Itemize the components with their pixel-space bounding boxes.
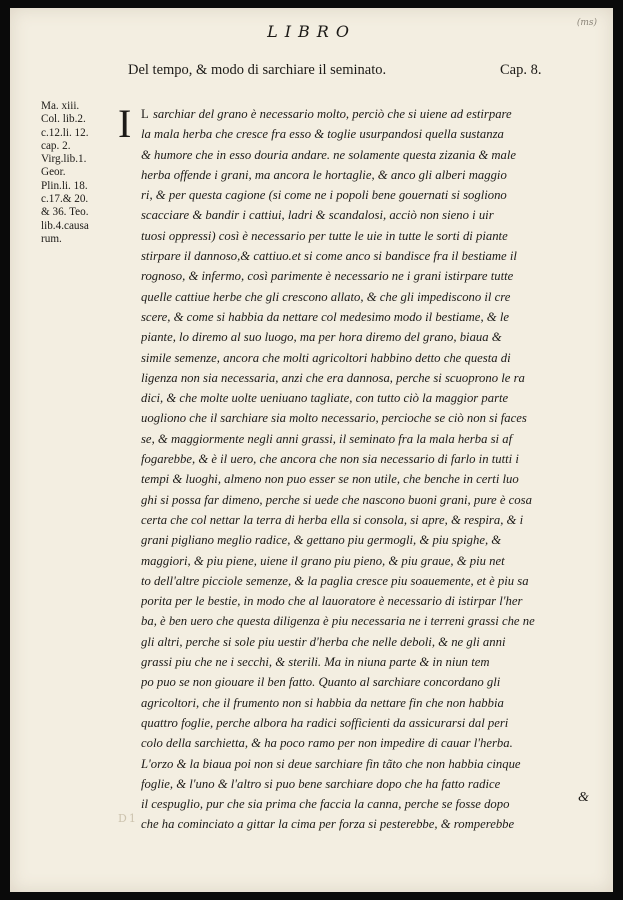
marginal-note: & 36. Teo. <box>41 206 89 219</box>
text-line: tempi & luoghi, almeno non puo esser se non utile, che benche in certi luo <box>141 472 519 487</box>
text-line: porita per le bestie, in modo che al lauoratore è necessario di istirpar l'her <box>141 594 523 609</box>
text-line: uogliono che il sarchiare sia molto necessario, percioche se ciò non si faces <box>141 411 527 426</box>
text-line: colo della sarchietta, & ha poco ramo per non impedire di cauar l'herba. <box>141 736 513 751</box>
text-line: rognoso, & infermo, così parimente è necessario ne i grani istirpare tutte <box>141 269 514 284</box>
marginal-note: Geor. <box>41 166 66 179</box>
text-line: ba, è ben uero che questa diligenza è piu necessaria ne i terreni grassi che ne <box>141 614 535 629</box>
text-line: tuosi oppressi) così è necessario per tutte le uie in tutte le sorti di piante <box>141 228 508 243</box>
text-line: po puo se non giouare il ben fatto. Quanto al sarchiare concordano gli <box>141 675 501 690</box>
marginal-note: Ma. xiii. <box>41 100 80 112</box>
text-line: grassi piu che ne i secchi, & sterili. Ma in niuna parte & in niun tem <box>141 655 490 670</box>
marginal-note: c.12.li. 12. <box>41 126 89 139</box>
text-line: foglie, & l'uno & l'altro si puo bene sarchiare dopo che ha fatto radice <box>141 776 501 791</box>
text-line: scacciare & bandir i cattiui, ladri & scandalosi, acciò non sieno i uir <box>141 208 494 223</box>
body-text <box>141 104 599 835</box>
text-line: ligenza non sia necessaria, anzi che era dannosa, perche si scuoprono le ra <box>141 370 525 385</box>
marginal-note: lib.4.causa <box>41 219 89 232</box>
marginal-note: cap. 2. <box>41 139 71 152</box>
text-line: se, & maggiormente negli anni grassi, il seminato fra la mala herba si af <box>141 431 513 446</box>
chapter-number: Cap. 8. <box>500 62 542 78</box>
text-line: che ha cominciato a gittar la cima per forza si pesterebbe, & romperebbe <box>141 817 515 832</box>
text-line: to dell'altre picciole semenze, & la paglia cresce piu soauemente, et è piu sa <box>141 573 529 588</box>
text-line: fogarebbe, & è il uero, che ancora che non sia necessario di farlo in tutti i <box>141 452 519 467</box>
text-line: ri, & per questa cagione (si come ne i popoli bene gouernati si sogliono <box>141 188 507 203</box>
small-cap-letter: L <box>141 107 150 121</box>
text-line: agricoltori, che il frumento non si habbia da nettare fin che non habbia <box>141 695 504 710</box>
text-line: scere, & come si habbia da nettare col medesimo modo il bestiame, & le <box>141 309 509 324</box>
text-line: il cespuglio, pur che sia prima che faccia la canna, perche se fosse dopo <box>141 797 510 812</box>
text-line: & humore che in esso douria andare. ne solamente questa zizania & male <box>141 147 517 162</box>
catchword: & <box>578 790 589 805</box>
marginal-note: c.17.& 20. <box>41 193 89 206</box>
running-head: LIBRO <box>267 22 356 41</box>
text-line <box>141 104 599 124</box>
text-line: L'orzo & la biaua poi non si deue sarchiare fin tãto che non habbia cinque <box>141 756 521 771</box>
drop-cap: I <box>118 101 132 146</box>
text-line: grani pigliano meglio radice, & gettano piu germogli, & piu spighe, & <box>141 533 502 548</box>
text-line: quelle cattiue herbe che gli crescono allato, & che gli impediscono il cre <box>141 289 511 304</box>
text-line: maggiori, & piu piene, uiene il grano piu pieno, & piu graue, & piu net <box>141 553 505 568</box>
text-line: dici, & che molte uolte ueniuano tagliate, con tutto ciò la maggior parte <box>141 391 509 406</box>
text-line: simile semenze, ancora che molti agricoltori habbino detto che questa di <box>141 350 511 365</box>
marginal-note: rum. <box>41 232 62 245</box>
show-through-text: D1 <box>118 812 138 825</box>
text-line: certa che col nettar la terra di herba ella si consola, si apre, & respira, & i <box>141 512 524 527</box>
chapter-title: Del tempo, & modo di sarchiare il seminato. <box>128 62 387 78</box>
text-line: ghi si possa far dimeno, perche si uede che nascono buoni grani, pure è cosa <box>141 492 532 507</box>
text-line: herba offende i grani, ma ancora le hortaglie, & anco gli alberi maggio <box>141 167 507 182</box>
text-line: gli altri, perche si sole piu uestir d'herba che nelle deboli, & ne gli anni <box>141 634 506 649</box>
text-line: piante, lo diremo al suo luogo, ma per hora diremo del grano, biaua & <box>141 330 502 345</box>
text-line: stirpare il dannoso,& cattiuo.et si come anco si bandisce fra il bestiame il <box>141 249 517 264</box>
shelfmark-note: (ms) <box>576 18 597 28</box>
book-page <box>10 8 613 892</box>
text-line: la mala herba che cresce fra esso & toglie usurpandosi quella sustanza <box>141 127 504 142</box>
marginal-note: Virg.lib.1. <box>41 153 87 166</box>
text-line-content: sarchiar del grano è necessario molto, perciò che si uiene ad estirpare <box>149 107 512 121</box>
marginal-notes <box>41 100 123 246</box>
text-line: quattro foglie, perche albora ha radici sofficienti da assicurarsi dal peri <box>141 715 509 730</box>
marginal-note: Col. lib.2. <box>41 113 86 126</box>
marginal-note: Plin.li. 18. <box>41 179 88 192</box>
